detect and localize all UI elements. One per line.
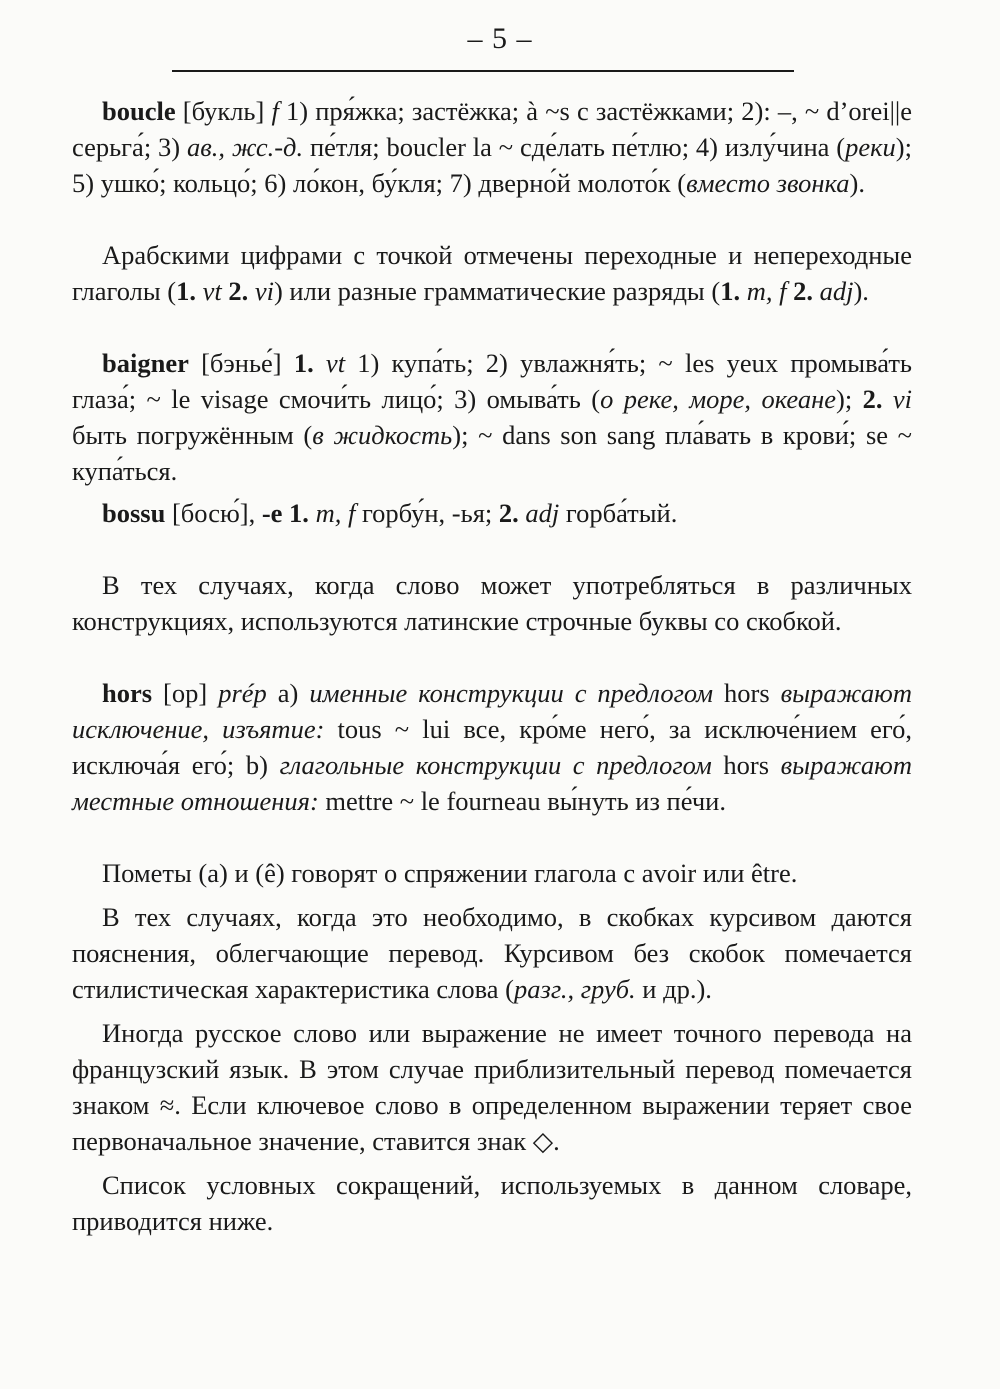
entry-label: выражают исключение, изъятие: xyxy=(72,678,912,744)
italic-mark: vi xyxy=(248,276,274,306)
entry-text: [бэнье́] xyxy=(188,348,294,378)
entry-label: f xyxy=(271,96,279,126)
italic-mark: adj xyxy=(812,276,854,306)
bold-mark: -e 1. xyxy=(261,498,309,528)
paragraph-arabic-numerals xyxy=(72,237,912,309)
entry-text: 1) купа́ть; 2) увлажня́ть; ~ les yeux промыва́ть глаза́; ~ le visage смочи́ть лицо́; 3) омыва́ть ( xyxy=(72,348,912,414)
paragraph-approximate: Иногда русское слово или выражение не имеет точного перевода на французский язык. В этом случае приблизительный перевод помечается знаком ≈. Если ключевое слово в определенном выражении теряет свое первоначальное значение, ставится знак ◇. xyxy=(72,1018,912,1156)
entry-text: [букль] xyxy=(175,96,272,126)
entry-text: [ор] xyxy=(152,678,219,708)
entry-text: 1) пря́жка; застёжка; à ~s с застёжками; 2): –, ~ d’orei||e серьга́; 3) xyxy=(72,96,912,162)
entry-bossu xyxy=(72,495,912,531)
entry-text: mettre ~ le fourneau вы́нуть из пе́чи. xyxy=(318,786,726,816)
header-rule xyxy=(172,70,794,72)
paragraph-abbreviations: Список условных сокращений, используемых в данном словаре, приводится ниже. xyxy=(72,1170,912,1236)
bold-mark: 2. xyxy=(862,384,883,414)
entry-label: adj xyxy=(518,498,560,528)
entry-text: a) xyxy=(266,678,310,708)
bold-mark: 2. xyxy=(498,498,519,528)
paragraph-text: Арабскими цифрами с точкой отмечены переходные и непереходные глаголы ( xyxy=(72,240,912,306)
entry-text: ); 5) ушко́; кольцо́; 6) ло́кон, бу́кля; 7) дверно́й молото́к ( xyxy=(72,132,912,198)
headword: bossu xyxy=(102,498,166,528)
entry-label: m, f xyxy=(308,498,356,528)
paragraph-explanations xyxy=(72,899,912,1007)
paragraph-latin-letters: В тех случаях, когда слово может употребляться в различных конструкциях, используются латинские строчные буквы со скобкой. xyxy=(72,570,912,636)
entry-label: vt xyxy=(313,348,346,378)
entry-text: горба́тый. xyxy=(559,498,678,528)
entry-hors xyxy=(72,675,912,819)
entry-label: выражают местные отношения: xyxy=(72,750,912,816)
italic-mark: разг., груб. xyxy=(514,974,636,1004)
entry-label: именные конструкции с предлогом xyxy=(309,678,714,708)
paragraph-text: В тех случаях, когда это необходимо, в скобках курсивом даются пояснения, облегчающие перевод. Курсивом без скобок помечается стилистическая характеристика слова ( xyxy=(72,902,912,1004)
paragraph-marks: Пометы (a) и (ê) говорят о спряжении глагола с avoir или être. xyxy=(102,858,798,888)
entry-text: ); ~ dans son sang пла́вать в крови́; se ~ купа́ться. xyxy=(72,420,913,486)
entry-text: [босю́], xyxy=(165,498,262,528)
entry-label: глагольные конструкции с предлогом xyxy=(279,750,712,780)
entry-text: пе́тля; boucler la ~ сде́лать пе́тлю; 4) излу́чина ( xyxy=(303,132,846,162)
headword: hors xyxy=(102,678,153,708)
entry-text: hors xyxy=(713,678,781,708)
entry-label: о реке, море, океане xyxy=(600,384,837,414)
entry-label: вместо звонка xyxy=(686,168,850,198)
headword: baigner xyxy=(102,348,189,378)
italic-mark: m, f xyxy=(740,276,787,306)
bold-mark: 2. xyxy=(786,276,813,306)
page-number: – 5 – xyxy=(467,22,533,55)
headword: boucle xyxy=(102,96,176,126)
bold-mark: 1. xyxy=(293,348,314,378)
entry-baigner xyxy=(72,345,912,489)
entry-text: быть погружённым ( xyxy=(72,420,313,450)
entry-boucle xyxy=(72,93,912,201)
bold-mark: 1. xyxy=(720,276,741,306)
paragraph-text: ). xyxy=(853,276,869,306)
page-body xyxy=(72,93,912,1239)
bold-mark: 1. xyxy=(176,276,196,306)
entry-text: ); xyxy=(836,384,863,414)
italic-mark: vt xyxy=(195,276,222,306)
entry-text: hors xyxy=(711,750,781,780)
paragraph-text: ) или разные грамматические разряды ( xyxy=(273,276,721,306)
entry-text: горбу́н, -ья; xyxy=(355,498,499,528)
entry-label: в жидкость xyxy=(312,420,453,450)
entry-text: ). xyxy=(849,168,865,198)
paragraph-text: и др.). xyxy=(635,974,712,1004)
entry-label: ав., жс.-д. xyxy=(186,132,304,162)
entry-label: реки xyxy=(845,132,896,162)
entry-label: vi xyxy=(882,384,913,414)
bold-mark: 2. xyxy=(221,276,249,306)
entry-label: prép xyxy=(218,678,267,708)
entry-text: tous ~ lui все, кро́ме него́, за исключе́нием его́, исключа́я его́; b) xyxy=(72,714,913,780)
